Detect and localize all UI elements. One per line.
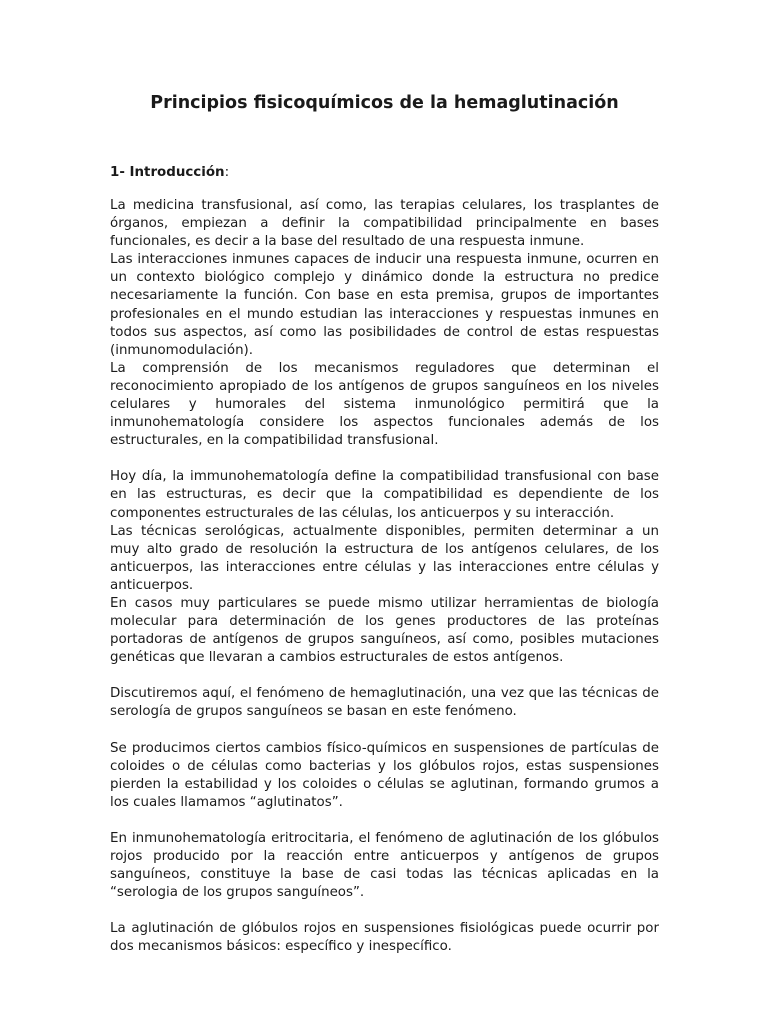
paragraph-group bbox=[110, 920, 659, 956]
document-title: Principios fisicoquímicos de la hemaglutinación bbox=[150, 93, 619, 113]
paragraph: La medicina transfusional, así como, las terapias celulares, los trasplantes de órganos, empiezan a definir la compatibilidad principalmente en bases funcionales, es decir a la base del resultado de una respuesta inmune. bbox=[110, 198, 659, 250]
paragraph: En casos muy particulares se puede mismo utilizar herramientas de biología molecular para determinación de los genes productores de las proteínas portadoras de antígenos de grupos sanguíneos, así como, posibles mutaciones genéticas que llevaran a cambios estructurales de estos antígenos. bbox=[110, 595, 659, 666]
paragraph: Discutiremos aquí, el fenómeno de hemaglutinación, una vez que las técnicas de serología de grupos sanguíneos se basan en este fenómeno. bbox=[110, 686, 659, 720]
paragraph-group bbox=[110, 197, 659, 450]
paragraph: En inmunohematología eritrocitaria, el fenómeno de aglutinación de los glóbulos rojos producido por la reacción entre anticuerpos y antígenos de grupos sanguíneos, constituye la base de casi todas las técnicas aplicadas en la “serologia de los grupos sanguíneos”. bbox=[110, 830, 659, 901]
paragraph-group bbox=[110, 685, 659, 721]
section-heading-colon: : bbox=[224, 165, 230, 180]
section-heading bbox=[110, 164, 659, 182]
paragraph: Las técnicas serológicas, actualmente disponibles, permiten determinar a un muy alto grado de resolución la estructura de los antígenos celulares, de los anticuerpos, las interacciones entre células y las interacciones entre células y anticuerpos. bbox=[110, 523, 659, 593]
paragraph: Hoy día, la immunohematología define la compatibilidad transfusional con base en las estructuras, es decir que la compatibilidad es dependiente de los componentes estructurales de las células, los anticuerpos y su interacción. bbox=[110, 469, 659, 521]
paragraph: Se producimos ciertos cambios físico-químicos en suspensiones de partículas de coloides o de células como bacterias y los glóbulos rojos, estas suspensiones pierden la estabilidad y los coloides o células se aglutinan, formando grumos a los cuales llamamos “aglutinatos”. bbox=[110, 740, 659, 810]
paragraph-group bbox=[110, 830, 659, 902]
paragraph-group bbox=[110, 468, 659, 667]
paragraph: La comprensión de los mecanismos reguladores que determinan el reconocimiento apropiado de los antígenos de grupos sanguíneos en los niveles celulares y humorales del sistema inmunológico permitirá que la inmunohematología considere los aspectos funcionales además de los estructurales, en la compatibilidad transfusional. bbox=[110, 360, 659, 449]
section-number-title: 1- Introducción bbox=[110, 165, 225, 180]
paragraph-group bbox=[110, 740, 659, 812]
paragraph: Las interacciones inmunes capaces de inducir una respuesta inmune, ocurren en un contexto biológico complejo y dinámico donde la estructura no predice necesariamente la función. Con base en esta premisa, grupos de importantes profesionales en el mundo estudian las interacciones y respuestas inmunes en todos sus aspectos, así como las posibilidades de control de estas respuestas (inmunomodulación). bbox=[110, 252, 659, 358]
paragraph: La aglutinación de glóbulos rojos en suspensiones fisiológicas puede ocurrir por dos mecanismos básicos: específico y inespecífico. bbox=[110, 921, 659, 955]
